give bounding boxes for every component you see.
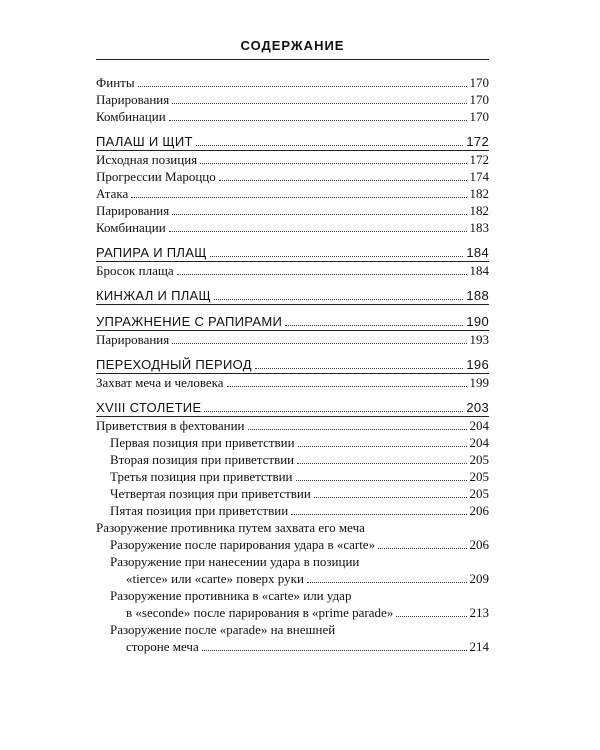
entry-page: 183 (469, 220, 489, 235)
entry-page: 196 (466, 357, 489, 372)
entry-title: Захват меча и человека (96, 375, 224, 390)
toc-entry (96, 108, 489, 125)
section-title: XVIII СТОЛЕТИЕ (96, 400, 202, 415)
entry-page: 206 (469, 503, 489, 518)
dot-leader (172, 343, 466, 344)
toc-page (96, 38, 489, 655)
entry-title: стороне меча (126, 639, 199, 654)
toc-entry (96, 202, 489, 219)
toc-subentry (96, 485, 489, 502)
dot-leader (172, 214, 466, 215)
entry-page: 170 (469, 109, 489, 124)
dot-leader (298, 446, 467, 447)
dot-leader (296, 480, 467, 481)
entry-title: в «seconde» после парирования в «prime parade» (126, 605, 394, 620)
toc-section-entry (96, 244, 489, 261)
entry-title: «tierce» или «carte» поверх руки (126, 571, 304, 586)
entry-page: 172 (466, 134, 489, 149)
toc-subentry (96, 536, 489, 553)
toc-entry (96, 168, 489, 185)
header-rule (96, 59, 489, 60)
entry-title: Исходная позиция (96, 152, 198, 167)
section-title: УПРАЖНЕНИЕ С РАПИРАМИ (96, 314, 283, 329)
entry-title: Парирования (96, 203, 170, 218)
toc-subentry (96, 434, 489, 451)
toc-entry (96, 219, 489, 236)
dot-leader (172, 103, 466, 104)
dot-leader (314, 497, 467, 498)
dot-leader (169, 120, 467, 121)
entry-page: 205 (469, 452, 489, 467)
entry-page: 172 (469, 152, 489, 167)
section-title: ПЕРЕХОДНЫЙ ПЕРИОД (96, 357, 252, 372)
toc-subentry-continuation (96, 638, 489, 655)
entry-title: Комбинации (96, 109, 166, 124)
entry-page: 184 (469, 263, 489, 278)
dot-leader (248, 429, 467, 430)
entry-title: Приветствия в фехтовании (96, 418, 245, 433)
dot-leader (214, 299, 463, 300)
dot-leader (307, 582, 467, 583)
toc-entry (96, 91, 489, 108)
toc-entry (96, 374, 489, 391)
toc-section-entry (96, 287, 489, 304)
entry-title: Разоружение после «parade» на внешней (110, 622, 336, 637)
entry-title: Разоружение при нанесении удара в позиции (110, 554, 360, 569)
section-title: РАПИРА И ПЛАЩ (96, 245, 207, 260)
entry-title: Прогрессии Мароццо (96, 169, 216, 184)
toc-subentry (96, 451, 489, 468)
toc-section-entry (96, 356, 489, 373)
dot-leader (396, 616, 466, 617)
entry-page: 213 (469, 605, 489, 620)
dot-leader (291, 514, 466, 515)
entry-title: Четвертая позиция при приветствии (110, 486, 311, 501)
entry-page: 193 (469, 332, 489, 347)
dot-leader (138, 86, 467, 87)
toc-entry (96, 331, 489, 348)
entry-page: 170 (469, 92, 489, 107)
toc-section-entry (96, 313, 489, 330)
dot-leader (219, 180, 467, 181)
toc-subentry (96, 502, 489, 519)
dot-leader (378, 548, 466, 549)
entry-title: Первая позиция при приветствии (110, 435, 295, 450)
dot-leader (196, 145, 464, 146)
section-title: КИНЖАЛ И ПЛАЩ (96, 288, 211, 303)
dot-leader (227, 386, 467, 387)
dot-leader (255, 368, 464, 369)
entry-title: Комбинации (96, 220, 166, 235)
toc-entry (96, 151, 489, 168)
entry-page: 199 (469, 375, 489, 390)
entry-page: 206 (469, 537, 489, 552)
toc-entry (96, 74, 489, 91)
entry-page: 203 (466, 400, 489, 415)
dot-leader (131, 197, 466, 198)
toc-section-entry (96, 133, 489, 150)
entry-page: 174 (469, 169, 489, 184)
entry-title: Разоружение противника путем захвата его меча (96, 520, 365, 535)
dot-leader (169, 231, 467, 232)
entry-page: 182 (469, 203, 489, 218)
entry-page: 205 (469, 486, 489, 501)
entry-title: Третья позиция при приветствии (110, 469, 293, 484)
section-title: ПАЛАШ И ЩИТ (96, 134, 193, 149)
entry-page: 209 (469, 571, 489, 586)
toc-subentry-continuation (96, 604, 489, 621)
entry-page: 214 (469, 639, 489, 654)
entry-title: Вторая позиция при приветствии (110, 452, 295, 467)
entry-page: 170 (469, 75, 489, 90)
entry-page: 188 (466, 288, 489, 303)
entry-page: 204 (469, 418, 489, 433)
toc-entry (96, 417, 489, 434)
entry-title: Разоружение противника в «carte» или удар (110, 588, 352, 603)
dot-leader (210, 256, 464, 257)
entry-title: Пятая позиция при приветствии (110, 503, 289, 518)
entry-title: Атака (96, 186, 129, 201)
dot-leader (285, 325, 463, 326)
page-header: СОДЕРЖАНИЕ (240, 38, 345, 53)
entry-title: Бросок плаща (96, 263, 174, 278)
entry-page: 190 (466, 314, 489, 329)
toc-subentry-continuation (96, 570, 489, 587)
entry-page: 204 (469, 435, 489, 450)
entry-title: Финты (96, 75, 135, 90)
entry-page: 184 (466, 245, 489, 260)
entry-page: 182 (469, 186, 489, 201)
dot-leader (297, 463, 466, 464)
entry-page: 205 (469, 469, 489, 484)
toc-entry (96, 262, 489, 279)
toc-section-entry (96, 399, 489, 416)
dot-leader (177, 274, 467, 275)
toc-subentry (96, 468, 489, 485)
dot-leader (204, 411, 463, 412)
section-rule (96, 304, 489, 305)
toc-entry (96, 185, 489, 202)
dot-leader (202, 650, 467, 651)
entry-title: Парирования (96, 332, 170, 347)
dot-leader (200, 163, 466, 164)
entry-title: Разоружение после парирования удара в «carte» (110, 537, 376, 552)
entry-title: Парирования (96, 92, 170, 107)
